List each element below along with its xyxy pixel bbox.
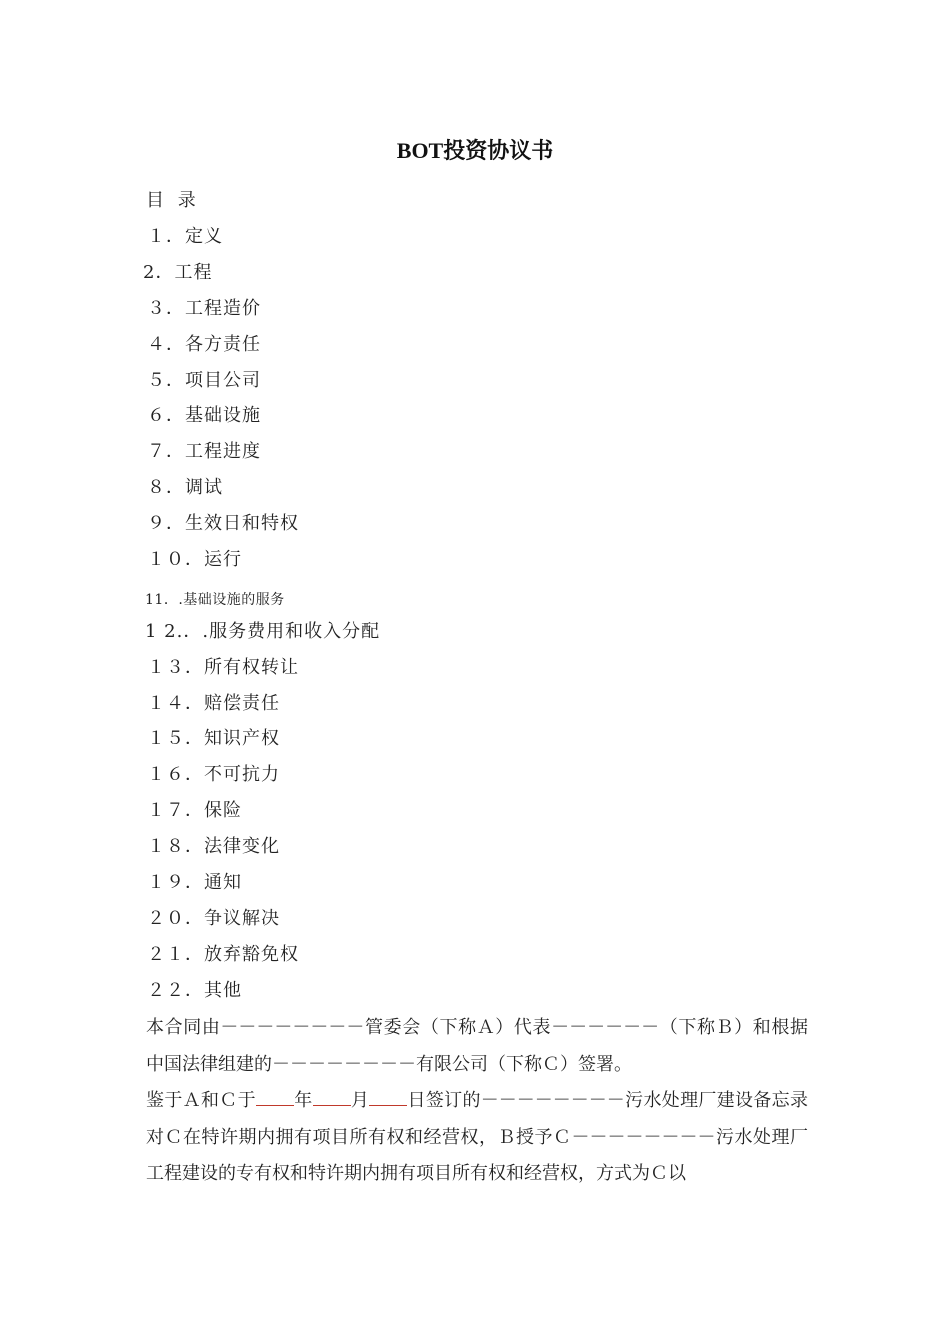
toc-item: ２１．放弃豁免权 bbox=[147, 943, 299, 965]
document-title: BOT投资协议书 bbox=[396, 138, 554, 163]
toc-item: 11．.基础设施的服务 bbox=[145, 591, 285, 608]
toc-item: １．定义 bbox=[147, 226, 223, 247]
toc-item: ５．项目公司 bbox=[147, 369, 261, 391]
toc-heading: 目 录 bbox=[146, 190, 200, 211]
toc-item: １９．通知 bbox=[147, 872, 242, 894]
toc-item: 2．工程 bbox=[143, 261, 213, 283]
toc-item: １７．保险 bbox=[147, 800, 242, 822]
toc-item: １６．不可抗力 bbox=[147, 764, 280, 786]
contract-body bbox=[146, 1010, 808, 1193]
toc-item: １０．运行 bbox=[147, 549, 242, 571]
year-blank bbox=[256, 1085, 294, 1106]
toc-item: ７．工程进度 bbox=[147, 441, 261, 463]
toc-item: １８．法律变化 bbox=[147, 836, 280, 858]
toc-item: ４．各方责任 bbox=[147, 333, 261, 355]
day-blank bbox=[369, 1085, 407, 1106]
toc-item: ３．工程造价 bbox=[147, 297, 261, 319]
toc-item: ６．基础设施 bbox=[147, 405, 261, 427]
table-of-contents bbox=[0, 224, 950, 1014]
toc-item: ８．调试 bbox=[147, 477, 223, 499]
toc-item: ２２．其他 bbox=[147, 979, 242, 1001]
toc-item: ９．生效日和特权 bbox=[147, 513, 299, 535]
toc-item: ２０．争议解决 bbox=[147, 907, 280, 929]
toc-item: １４．赔偿责任 bbox=[147, 692, 280, 714]
month-blank bbox=[313, 1085, 351, 1106]
toc-item: 1 2.．.服务费用和收入分配 bbox=[145, 620, 381, 642]
contract-paragraph-parties: 本合同由－－－－－－－－管委会（下称Ａ）代表－－－－－－（下称Ｂ）和根据中国法律组建的－－－－－－－－有限公司（下称Ｃ）签署。 bbox=[146, 1017, 808, 1075]
contract-paragraph-recitals: 鉴于Ａ和Ｃ于 年 月 日签订的－－－－－－－－污水处理厂建设备忘录对Ｃ在特许期内拥有项目所有权和经营权，Ｂ授予Ｃ－－－－－－－－污水处理厂工程建设的专有权和特许期内拥有项目所有权和经营权，方式为Ｃ以 bbox=[146, 1083, 808, 1193]
toc-item: １３．所有权转让 bbox=[147, 656, 299, 678]
toc-item: １５．知识产权 bbox=[147, 728, 280, 750]
